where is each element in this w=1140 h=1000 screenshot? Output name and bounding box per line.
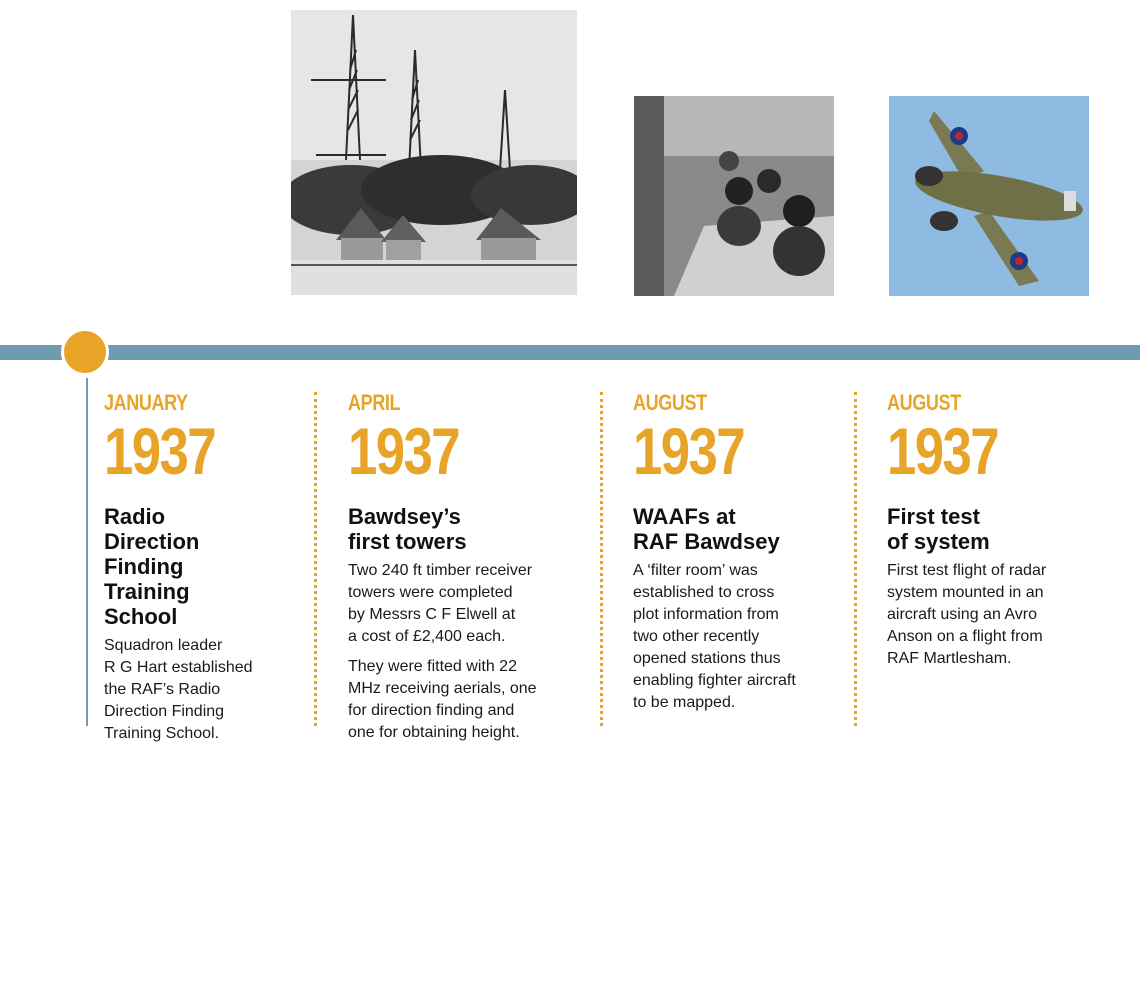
dotted-divider — [600, 392, 603, 726]
timeline-entry — [887, 390, 1117, 670]
dotted-divider — [854, 392, 857, 726]
entry-year: 1937 — [348, 414, 460, 488]
timeline-stem — [86, 378, 88, 726]
entry-title: Radio Direction Finding Training School — [104, 504, 200, 629]
entry-title: First test of system — [887, 504, 990, 554]
entry-year: 1937 — [633, 414, 745, 488]
entry-month: APRIL — [348, 390, 401, 415]
entry-title: Bawdsey’s first towers — [348, 504, 467, 554]
timeline-entry — [104, 390, 304, 745]
entry-month: AUGUST — [887, 390, 961, 415]
dotted-divider — [314, 392, 317, 726]
entry-body: A ‘filter room’ was established to cross plot information from two other recently opened stations thus enabling fighter aircraft to be mapped. — [633, 562, 796, 711]
filter-room-photo — [634, 96, 834, 296]
timeline-entry — [633, 390, 843, 714]
radar-towers-photo — [291, 10, 577, 295]
entry-year: 1937 — [104, 414, 216, 488]
entry-body: Squadron leader R G Hart established the RAF’s Radio Direction Finding Training School. — [104, 637, 253, 742]
timeline-marker-dot — [61, 328, 109, 376]
entry-body: They were fitted with 22 MHz receiving aerials, one for direction finding and one for obtaining height. — [348, 658, 537, 741]
entry-year: 1937 — [887, 414, 999, 488]
entry-month: JANUARY — [104, 390, 188, 415]
timeline-bar — [0, 345, 1140, 360]
entry-title: WAAFs at RAF Bawdsey — [633, 504, 780, 554]
timeline-entry — [348, 390, 588, 744]
entry-body: Two 240 ft timber receiver towers were completed by Messrs C F Elwell at a cost of £2,400 each. — [348, 562, 533, 645]
avro-anson-aircraft-photo — [889, 96, 1089, 296]
entry-month: AUGUST — [633, 390, 707, 415]
entry-body: First test flight of radar system mounted in an aircraft using an Avro Anson on a flight from RAF Martlesham. — [887, 562, 1047, 667]
